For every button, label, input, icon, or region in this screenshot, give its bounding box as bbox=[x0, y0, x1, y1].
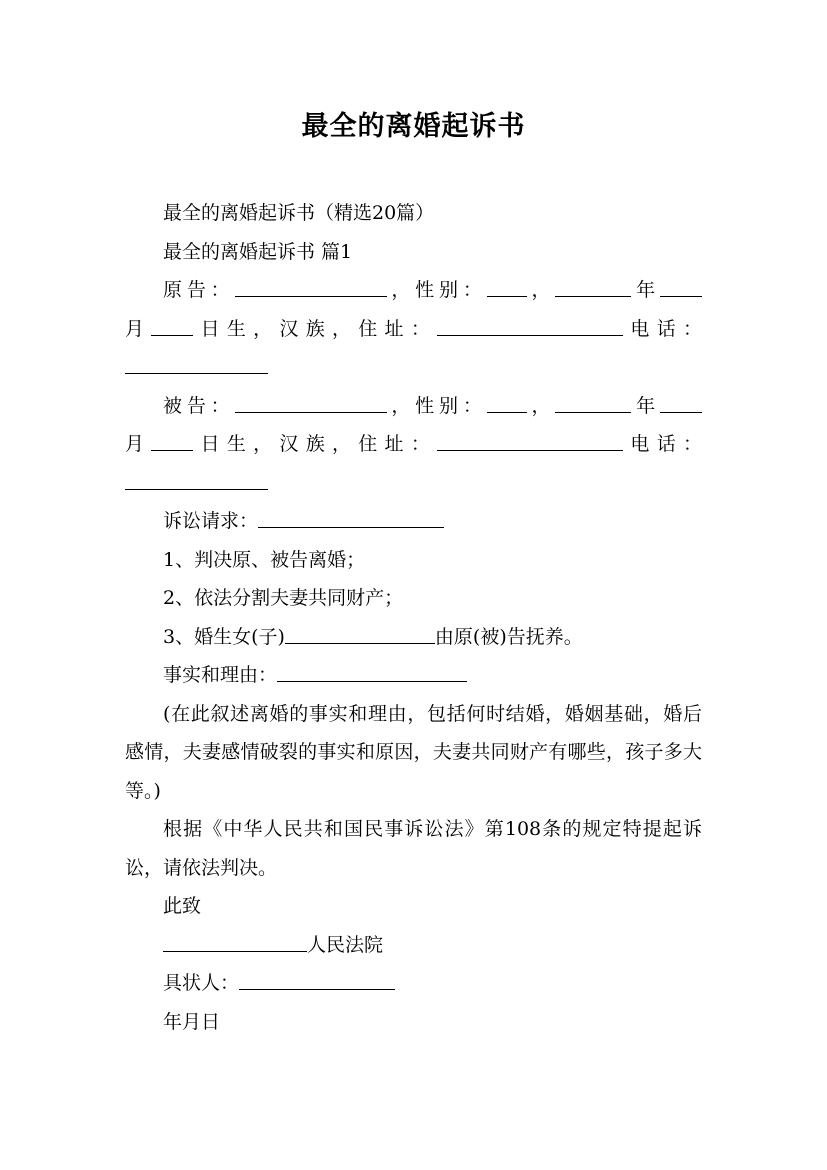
plaintiff-line-3 bbox=[125, 348, 702, 387]
blank-field bbox=[277, 661, 467, 682]
blank-field bbox=[239, 969, 395, 990]
document-body bbox=[125, 194, 702, 1041]
blank-field bbox=[660, 392, 702, 413]
claim-1: 1、判决原、被告离婚； bbox=[163, 548, 366, 571]
plaintiff-line-2: 月 日生，汉族，住址： 电话： bbox=[125, 310, 702, 349]
blank-field bbox=[437, 315, 623, 336]
claims-line: 诉讼请求： bbox=[125, 502, 702, 541]
blank-field bbox=[555, 276, 631, 297]
blank-field bbox=[125, 353, 268, 374]
plaintiff-line-1: 原告： ，性别： ， 年 bbox=[125, 271, 702, 310]
facts-note: (在此叙述离婚的事实和理由，包括何时结婚，婚姻基础，婚后感情，夫妻感情破裂的事实和原因，夫妻共同财产有哪些，孩子多大等。) bbox=[125, 702, 702, 802]
subtitle: 最全的离婚起诉书（精选20篇） bbox=[163, 202, 435, 224]
claim-3: 3、婚生女(子) 由原(被)告抚养。 bbox=[125, 618, 702, 657]
blank-field bbox=[235, 276, 387, 297]
blank-field bbox=[151, 315, 193, 336]
blank-field bbox=[437, 430, 623, 451]
signer-line: 具状人： bbox=[125, 964, 702, 1003]
blank-field bbox=[235, 392, 387, 413]
defendant-line-2: 月 日生，汉族，住址： 电话： bbox=[125, 425, 702, 464]
blank-field bbox=[487, 276, 527, 297]
salutation: 此致 bbox=[163, 895, 202, 917]
document-title: 最全的离婚起诉书 bbox=[301, 111, 526, 142]
blank-field bbox=[555, 392, 631, 413]
date-line: 年月日 bbox=[163, 1010, 221, 1033]
claim-2: 2、依法分割夫妻共同财产； bbox=[163, 587, 404, 609]
section-heading: 最全的离婚起诉书 篇1 bbox=[163, 240, 353, 263]
blank-field bbox=[660, 276, 702, 297]
blank-field bbox=[487, 392, 527, 413]
blank-field bbox=[258, 507, 444, 528]
blank-field bbox=[151, 430, 193, 451]
court-line: 人民法院 bbox=[125, 926, 702, 965]
facts-line: 事实和理由： bbox=[125, 656, 702, 695]
legal-basis: 根据《中华人民共和国民事诉讼法》第108条的规定特提起诉讼，请依法判决。 bbox=[125, 818, 702, 879]
defendant-line-3 bbox=[125, 464, 702, 503]
blank-field bbox=[285, 623, 435, 644]
defendant-line-1: 被告： ，性别： ， 年 bbox=[125, 387, 702, 426]
blank-field bbox=[163, 931, 307, 952]
blank-field bbox=[125, 469, 268, 490]
